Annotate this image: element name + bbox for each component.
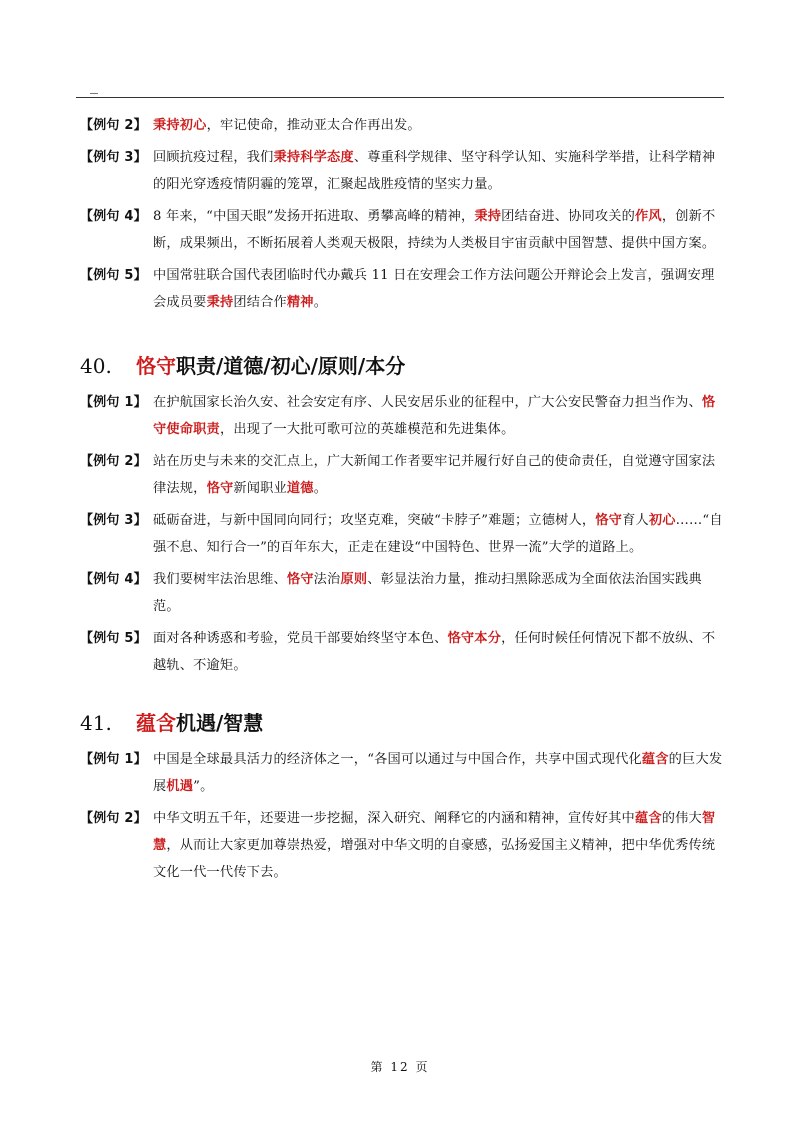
example-text: ……“自强不息、知行合一”的百年东大，正走在建设“中国特色、世界一流”大学的道路上。 xyxy=(153,513,723,555)
section-40-title-rest: 职责/道德/初心/原则/本分 xyxy=(176,354,406,378)
example-sentence xyxy=(80,144,726,198)
highlight-term: 秉持 xyxy=(474,209,502,224)
example-text: 。 xyxy=(313,481,328,496)
highlight-term: 秉持初心 xyxy=(153,118,207,133)
example-label: 【例句 2】 xyxy=(80,454,147,469)
example-label: 【例句 1】 xyxy=(80,395,147,410)
example-label: 【例句 3】 xyxy=(80,150,147,165)
example-text: ，牢记使命，推动亚太合作再出发。 xyxy=(206,118,421,133)
section-41-title-rest: 机遇/智慧 xyxy=(176,711,264,735)
example-label: 【例句 3】 xyxy=(80,513,147,528)
example-text: 中国是全球最具活力的经济体之一，“各国可以通过与中国合作，共享中国式现代化 xyxy=(153,752,642,767)
example-text: 8 年来，“中国天眼”发扬开拓进取、勇攀高峰的精神， xyxy=(153,209,475,224)
example-sentence xyxy=(80,746,726,800)
example-text: 、尊重科学规律、坚守科学认知、实施科学举措，让科学精神的阳光穿透疫情阴霾的笼罩，汇聚起战胜疫情的坚实力量。 xyxy=(153,150,716,192)
section-41-title xyxy=(136,707,263,736)
section-40-title xyxy=(136,350,405,379)
example-text: 回顾抗疫过程，我们 xyxy=(153,150,274,165)
example-text: 砥砺奋进，与新中国同向同行；攻坚克难，突破“卡脖子”难题；立德树人， xyxy=(153,513,596,528)
example-text: 我们要树牢法治思维、 xyxy=(153,572,287,587)
example-text: 育人 xyxy=(622,513,649,528)
section-41-title-keyword: 蕴含 xyxy=(136,711,176,735)
example-text: 面对各种诱惑和考验，党员干部要始终坚守本色、 xyxy=(153,631,448,646)
example-text: 法治 xyxy=(313,572,341,587)
page-content xyxy=(80,112,726,891)
example-text: 、彰显法治力量，推动扫黑除恶成为全面依法治国实践典范。 xyxy=(153,572,702,614)
highlight-term: 作风 xyxy=(635,209,662,224)
example-text: 在护航国家长治久安、社会安定有序、人民安居乐业的征程中，广大公安民警奋力担当作为、 xyxy=(153,395,702,410)
section-40-title-keyword: 恪守 xyxy=(136,354,176,378)
example-text: 团结合作 xyxy=(233,295,287,310)
example-text: 的巨大发展 xyxy=(153,752,723,794)
example-text: 中华文明五千年，还要进一步挖掘，深入研究、阐释它的内涵和精神，宣传好其中 xyxy=(153,811,635,826)
example-sentence xyxy=(80,112,726,139)
highlight-term: 初心 xyxy=(648,513,676,528)
section-41-examples xyxy=(80,746,726,886)
highlight-term: 原则 xyxy=(340,572,368,587)
example-sentence xyxy=(80,448,726,502)
section-40-number: 40. xyxy=(80,354,112,378)
example-text: ，创新不断，成果频出，不断拓展着人类观天极限，持续为人类极目宇宙贡献中国智慧、提供中国方案。 xyxy=(153,209,716,251)
example-text: 团结奋进、协同攻关的 xyxy=(501,209,636,224)
example-sentence xyxy=(80,203,726,257)
highlight-term: 机遇 xyxy=(166,779,194,794)
example-text: 站在历史与未来的交汇点上，广大新闻工作者要牢记并履行好自己的使命责任，自觉遵守国家法律法规， xyxy=(153,454,716,496)
example-sentence xyxy=(80,805,726,886)
section-41-heading xyxy=(80,707,726,736)
highlight-term: 秉持科学态度 xyxy=(273,150,354,165)
example-label: 【例句 5】 xyxy=(80,268,147,283)
top-examples xyxy=(80,112,726,316)
highlight-term: 恪守使命职责 xyxy=(153,395,716,437)
example-label: 【例句 4】 xyxy=(80,572,147,587)
highlight-term: 精神 xyxy=(286,295,314,310)
example-text: 的伟大 xyxy=(661,811,702,826)
example-label: 【例句 5】 xyxy=(80,631,147,646)
section-40-examples xyxy=(80,389,726,679)
highlight-term: 蕴含 xyxy=(634,811,662,826)
example-sentence xyxy=(80,625,726,679)
example-text: 新闻职业 xyxy=(233,481,287,496)
example-text: 中国常驻联合国代表团临时代办戴兵 11 日在安理会工作方法问题公开辩论会上发言，强调安理会成员要 xyxy=(153,268,715,310)
example-label: 【例句 1】 xyxy=(80,752,147,767)
highlight-term: 恪守 xyxy=(595,513,623,528)
highlight-term: 道德 xyxy=(286,481,314,496)
highlight-term: 恪守本分 xyxy=(447,631,502,646)
example-text: ”。 xyxy=(193,779,214,794)
example-text: ，任何时候任何情况下都不放纵、不越轨、不逾矩。 xyxy=(153,631,716,673)
highlight-term: 秉持 xyxy=(206,295,234,310)
header-mark xyxy=(90,93,98,94)
header-rule xyxy=(76,97,724,98)
example-label: 【例句 2】 xyxy=(80,118,147,133)
example-text: ，从而让大家更加尊崇热爱，增强对中华文明的自豪感，弘扬爱国主义精神，把中华优秀传统文化一代一代传下去。 xyxy=(153,838,716,880)
section-41-number: 41. xyxy=(80,711,112,735)
highlight-term: 蕴含 xyxy=(641,752,669,767)
example-text: 。 xyxy=(313,295,328,310)
page-number: 第 12 页 xyxy=(370,1060,430,1074)
example-text: ，出现了一大批可歌可泣的英雄模范和先进集体。 xyxy=(219,422,515,437)
highlight-term: 恪守 xyxy=(286,572,314,587)
example-sentence xyxy=(80,566,726,620)
highlight-term: 智慧 xyxy=(153,811,716,853)
example-sentence xyxy=(80,507,726,561)
example-label: 【例句 2】 xyxy=(80,811,147,826)
example-sentence xyxy=(80,262,726,316)
example-sentence xyxy=(80,389,726,443)
section-40-heading xyxy=(80,350,726,379)
example-label: 【例句 4】 xyxy=(80,209,147,224)
highlight-term: 恪守 xyxy=(206,481,234,496)
